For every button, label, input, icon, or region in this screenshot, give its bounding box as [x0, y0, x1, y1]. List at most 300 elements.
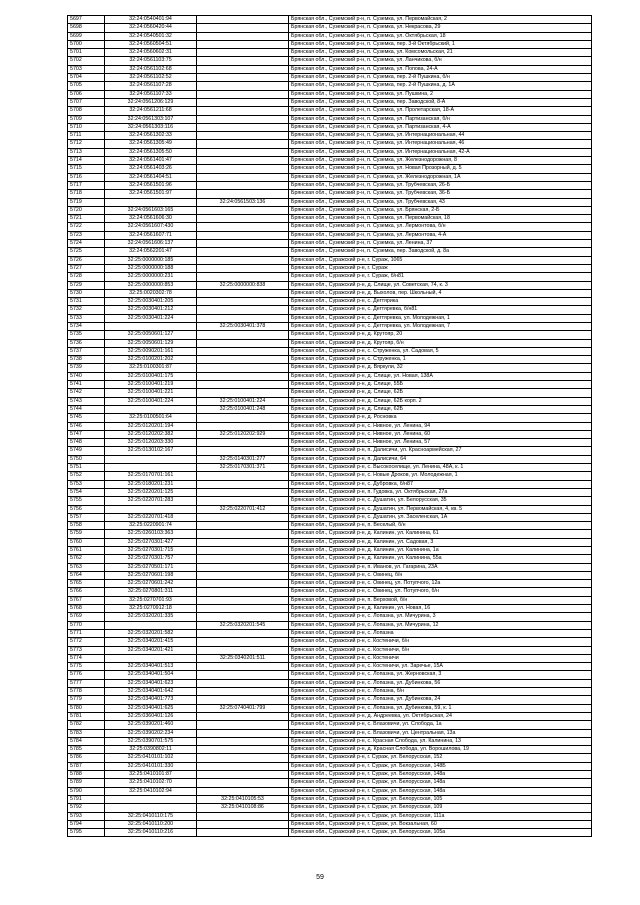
address-cell: Брянская обл., Суражский р-н, с. Нивное, ул. Ленина, 57 — [289, 439, 592, 447]
address-cell: Брянская обл., Суземский р-н, п. Суземка, пер. 2-й Пушкина, б/н — [289, 74, 592, 82]
row-number-cell: 5711 — [68, 132, 105, 140]
table-row — [68, 430, 592, 438]
table-row — [68, 356, 592, 364]
address-cell: Брянская обл., Суземский р-н, п. Суземка, ул. Партизанская, б/н — [289, 115, 592, 123]
table-row — [68, 820, 592, 828]
table-row — [68, 588, 592, 596]
previous-number-cell — [197, 555, 289, 563]
address-cell: Брянская обл., Суражский р-н, г. Сураж, ул. Белорусская, 105 — [289, 795, 592, 803]
cadastral-number-cell: 32:24:0561501:96 — [105, 181, 197, 189]
cadastral-number-cell: 32:24:0561607:71 — [105, 231, 197, 239]
address-cell: Брянская обл., Суражский р-н, п. Иванов, ул. Гагарина, 23А — [289, 563, 592, 571]
table-row — [68, 422, 592, 430]
cadastral-number-cell: 32:24:0561606:137 — [105, 240, 197, 248]
cadastral-number-cell: 32:25:0120201:194 — [105, 422, 197, 430]
cadastral-number-cell: 32:24:0561103:75 — [105, 57, 197, 65]
cadastral-number-cell: 32:25:0050601:129 — [105, 339, 197, 347]
address-cell: Брянская обл., Суземский р-н, п. Суземка, ул. Новая Прозорный, д. 5 — [289, 165, 592, 173]
address-cell: Брянская обл., Суражский р-н, с. Дубровка, б/н87 — [289, 480, 592, 488]
row-number-cell: 5729 — [68, 281, 105, 289]
address-cell: Брянская обл., Суражский р-н, с. Овинец, ул. Потупчого, б/н — [289, 588, 592, 596]
row-number-cell: 5791 — [68, 795, 105, 803]
row-number-cell: 5793 — [68, 812, 105, 820]
previous-number-cell: 32:25:0100401:248 — [197, 405, 289, 413]
row-number-cell: 5723 — [68, 231, 105, 239]
table-row — [68, 314, 592, 322]
row-number-cell: 5768 — [68, 605, 105, 613]
previous-number-cell — [197, 696, 289, 704]
address-cell: Брянская обл., Суземский р-н, п. Суземка, пер. Заводской, 8-А — [289, 98, 592, 106]
previous-number-cell — [197, 65, 289, 73]
address-cell: Брянская обл., Суражский р-н, с. Лопазна, ул. Мичурина, 3 — [289, 613, 592, 621]
address-cell: Брянская обл., Суражский р-н, г. Сураж, б/н81 — [289, 273, 592, 281]
cadastral-number-cell: 32:25:0100401:175 — [105, 372, 197, 380]
cadastral-number-cell: 32:25:0390701:575 — [105, 737, 197, 745]
address-cell: Брянская обл., Суражский р-н, д. Вяркули, 32 — [289, 364, 592, 372]
row-number-cell: 5769 — [68, 613, 105, 621]
previous-number-cell — [197, 206, 289, 214]
previous-number-cell — [197, 123, 289, 131]
previous-number-cell — [197, 148, 289, 156]
previous-number-cell — [197, 563, 289, 571]
address-cell: Брянская обл., Суражский р-н, с. Костеничи, б/н — [289, 638, 592, 646]
address-cell: Брянская обл., Суземский р-н, п. Суземка, ул. Некрасова, 29 — [289, 24, 592, 32]
previous-number-cell — [197, 538, 289, 546]
address-cell: Брянская обл., Суражский р-н, г. Сураж, ул. Белорусская, 148Б — [289, 762, 592, 770]
table-row — [68, 746, 592, 754]
table-row — [68, 679, 592, 687]
row-number-cell: 5727 — [68, 264, 105, 272]
cadastral-number-cell: 32:24:0561107:33 — [105, 90, 197, 98]
previous-number-cell — [197, 472, 289, 480]
row-number-cell: 5778 — [68, 688, 105, 696]
previous-number-cell — [197, 223, 289, 231]
row-number-cell: 5733 — [68, 314, 105, 322]
previous-number-cell — [197, 339, 289, 347]
previous-number-cell — [197, 820, 289, 828]
previous-number-cell — [197, 40, 289, 48]
row-number-cell: 5714 — [68, 157, 105, 165]
previous-number-cell — [197, 157, 289, 165]
row-number-cell: 5712 — [68, 140, 105, 148]
previous-number-cell: 32:25:0140301:277 — [197, 455, 289, 463]
row-number-cell: 5707 — [68, 98, 105, 106]
table-row — [68, 405, 592, 413]
row-number-cell: 5720 — [68, 206, 105, 214]
table-row — [68, 115, 592, 123]
address-cell: Брянская обл., Суражский р-н, д. Калинин, ул. Калинина, 61 — [289, 530, 592, 538]
address-cell: Брянская обл., Суражский р-н, г. Сураж, ул. Вокзальная, 60 — [289, 820, 592, 828]
cadastral-number-cell: 32:25:0270301:427 — [105, 538, 197, 546]
previous-number-cell: 32:24:0561503:136 — [197, 198, 289, 206]
address-cell: Брянская обл., Суражский р-н, с. Лопазна, б/н — [289, 688, 592, 696]
address-cell: Брянская обл., Суражский р-н, г. Сураж, 1065 — [289, 256, 592, 264]
address-cell: Брянская обл., Суземский р-н, п. Суземка, ул. Железнодорожная, 8 — [289, 157, 592, 165]
address-cell: Брянская обл., Суражский р-н, с. Влазовичи, ул. Центральная, 13а — [289, 729, 592, 737]
row-number-cell: 5792 — [68, 804, 105, 812]
cadastral-number-cell: 32:25:0090201:161 — [105, 347, 197, 355]
table-row — [68, 173, 592, 181]
cadastral-number-cell: 32:25:0100301:87 — [105, 364, 197, 372]
cadastral-number-cell: 32:25:0410102:70 — [105, 779, 197, 787]
table-row — [68, 488, 592, 496]
cadastral-number-cell: 32:25:0340401:504 — [105, 671, 197, 679]
previous-number-cell — [197, 57, 289, 65]
address-cell: Брянская обл., Суражский р-н, с. Высокоселище, ул. Ленина, 48А, к. 1 — [289, 464, 592, 472]
cadastral-number-cell — [105, 654, 197, 662]
row-number-cell: 5759 — [68, 530, 105, 538]
previous-number-cell — [197, 414, 289, 422]
table-row — [68, 347, 592, 355]
cadastral-number-cell — [105, 322, 197, 330]
table-row — [68, 455, 592, 463]
address-cell: Брянская обл., Суражский р-н, г. Сураж, ул. Белорусская, 109 — [289, 804, 592, 812]
previous-number-cell — [197, 754, 289, 762]
cadastral-number-cell: 32:25:0030401:205 — [105, 298, 197, 306]
cadastral-number-cell — [105, 804, 197, 812]
row-number-cell: 5716 — [68, 173, 105, 181]
row-number-cell: 5752 — [68, 472, 105, 480]
cadastral-number-cell: 32:25:0270701:93 — [105, 596, 197, 604]
table-row — [68, 754, 592, 762]
cadastral-number-cell — [105, 795, 197, 803]
address-cell: Брянская обл., Суражский р-н, д. Крутояр, б/н — [289, 339, 592, 347]
address-cell: Брянская обл., Суражский р-н, д. Калинин, ул. Новая, 16 — [289, 605, 592, 613]
address-cell: Брянская обл., Суземский р-н, п. Суземка, ул. Интернациональная, 46 — [289, 140, 592, 148]
cadastral-number-cell: 32:24:0561606:30 — [105, 215, 197, 223]
cadastral-number-cell: 32:25:0030401:224 — [105, 314, 197, 322]
previous-number-cell — [197, 49, 289, 57]
previous-number-cell — [197, 298, 289, 306]
row-number-cell: 5789 — [68, 779, 105, 787]
row-number-cell: 5703 — [68, 65, 105, 73]
previous-number-cell — [197, 16, 289, 24]
cadastral-number-cell: 32:24:0561403:26 — [105, 165, 197, 173]
cadastral-number-cell: 32:24:0561303:107 — [105, 115, 197, 123]
table-row — [68, 795, 592, 803]
row-number-cell: 5753 — [68, 480, 105, 488]
cadastral-number-cell: 32:25:0390202:234 — [105, 729, 197, 737]
previous-number-cell — [197, 24, 289, 32]
table-row — [68, 165, 592, 173]
cadastral-number-cell: 32:25:0100201:202 — [105, 356, 197, 364]
previous-number-cell — [197, 82, 289, 90]
table-row — [68, 522, 592, 530]
previous-number-cell: 32:25:0000000:838 — [197, 281, 289, 289]
row-number-cell: 5698 — [68, 24, 105, 32]
table-row — [68, 646, 592, 654]
cadastral-number-cell: 32:25:0270912:18 — [105, 605, 197, 613]
address-cell: Брянская обл., Суражский р-н, д. Слище, ул. Новая, 138А — [289, 372, 592, 380]
cadastral-number-cell: 32:24:0561102:52 — [105, 74, 197, 82]
row-number-cell: 5757 — [68, 513, 105, 521]
previous-number-cell — [197, 663, 289, 671]
cadastral-number-cell — [105, 405, 197, 413]
previous-number-cell — [197, 331, 289, 339]
address-cell: Брянская обл., Суземский р-н, п. Суземка, ул. Железнодорожная, 1А — [289, 173, 592, 181]
previous-number-cell: 32:25:0030401:378 — [197, 322, 289, 330]
table-row — [68, 49, 592, 57]
row-number-cell: 5745 — [68, 414, 105, 422]
table-row — [68, 513, 592, 521]
row-number-cell: 5732 — [68, 306, 105, 314]
table-row — [68, 812, 592, 820]
table-row — [68, 688, 592, 696]
table-row — [68, 629, 592, 637]
cadastral-number-cell: 32:25:0340401:642 — [105, 688, 197, 696]
previous-number-cell — [197, 273, 289, 281]
address-cell: Брянская обл., Суражский р-н, с. Дегтяревка, ул. Молодежная, 1 — [289, 314, 592, 322]
previous-number-cell — [197, 439, 289, 447]
row-number-cell: 5773 — [68, 646, 105, 654]
cadastral-number-cell — [105, 505, 197, 513]
table-row — [68, 771, 592, 779]
previous-number-cell — [197, 605, 289, 613]
table-row — [68, 712, 592, 720]
address-cell: Брянская обл., Суземский р-н, п. Суземка, ул. Первомайская, 18 — [289, 215, 592, 223]
table-row — [68, 447, 592, 455]
address-cell: Брянская обл., Суражский р-н, с. Овинец, б/н — [289, 571, 592, 579]
previous-number-cell — [197, 347, 289, 355]
address-cell: Брянская обл., Суражский р-н, п. Далисичи, ул. Красноармейская, 27 — [289, 447, 592, 455]
table-row — [68, 464, 592, 472]
previous-number-cell — [197, 762, 289, 770]
cadastral-number-cell: 32:25:0270301:715 — [105, 547, 197, 555]
address-cell: Брянская обл., Суражский р-н, с. Овинец, ул. Потупчого, 12а — [289, 580, 592, 588]
address-cell: Брянская обл., Суражский р-н, д. Слище, 62Б — [289, 405, 592, 413]
row-number-cell: 5766 — [68, 588, 105, 596]
address-cell: Брянская обл., Суражский р-н, с. Дегтяревка, ул. Молодежная, 7 — [289, 322, 592, 330]
table-row — [68, 721, 592, 729]
row-number-cell: 5731 — [68, 298, 105, 306]
cadastral-number-cell: 32:25:0130102:167 — [105, 447, 197, 455]
table-row — [68, 779, 592, 787]
cadastral-number-cell: 32:25:0020302:78 — [105, 289, 197, 297]
row-number-cell: 5715 — [68, 165, 105, 173]
cadastral-number-cell: 32:25:0270601:242 — [105, 580, 197, 588]
table-row — [68, 223, 592, 231]
address-cell: Брянская обл., Суражский р-н, с. Душатин, ул. Заселенская, 1А — [289, 513, 592, 521]
previous-number-cell — [197, 638, 289, 646]
table-row — [68, 215, 592, 223]
table-row — [68, 256, 592, 264]
address-cell: Брянская обл., Суражский р-н, с. Струженка, 1 — [289, 356, 592, 364]
address-cell: Брянская обл., Суземский р-н, п. Суземка, ул. Октябрьская, 18 — [289, 32, 592, 40]
previous-number-cell — [197, 264, 289, 272]
table-row — [68, 206, 592, 214]
row-number-cell: 5761 — [68, 547, 105, 555]
cadastral-number-cell: 32:24:0561107:28 — [105, 82, 197, 90]
cadastral-number-cell: 32:24:0560504:51 — [105, 40, 197, 48]
row-number-cell: 5713 — [68, 148, 105, 156]
cadastral-number-cell — [105, 464, 197, 472]
table-row — [68, 16, 592, 24]
table-row — [68, 364, 592, 372]
row-number-cell: 5730 — [68, 289, 105, 297]
cadastral-number-cell — [105, 621, 197, 629]
table-row — [68, 298, 592, 306]
row-number-cell: 5734 — [68, 322, 105, 330]
previous-number-cell — [197, 447, 289, 455]
table-row — [68, 181, 592, 189]
address-cell: Брянская обл., Суражский р-н, с. Лопазна — [289, 629, 592, 637]
previous-number-cell — [197, 181, 289, 189]
cadastral-number-cell: 32:25:0340401:623 — [105, 679, 197, 687]
table-row — [68, 563, 592, 571]
table-row — [68, 596, 592, 604]
cadastral-number-cell: 32:25:0260103:363 — [105, 530, 197, 538]
previous-number-cell: 32:25:0410108:86 — [197, 804, 289, 812]
table-row — [68, 671, 592, 679]
previous-number-cell — [197, 679, 289, 687]
table-row — [68, 762, 592, 770]
previous-number-cell — [197, 629, 289, 637]
previous-number-cell — [197, 240, 289, 248]
cadastral-number-cell: 32:25:0270301:757 — [105, 555, 197, 563]
table-row — [68, 74, 592, 82]
row-number-cell: 5779 — [68, 696, 105, 704]
row-number-cell: 5705 — [68, 82, 105, 90]
address-cell: Брянская обл., Суземский р-н, п. Суземка, ул. Интернациональная, 44 — [289, 132, 592, 140]
row-number-cell: 5780 — [68, 704, 105, 712]
row-number-cell: 5742 — [68, 389, 105, 397]
address-cell: Брянская обл., Суражский р-н, д. Крутояр, 20 — [289, 331, 592, 339]
cadastral-number-cell: 32:24:0561206:129 — [105, 98, 197, 106]
cadastral-number-cell: 32:25:0220701:283 — [105, 497, 197, 505]
previous-number-cell — [197, 671, 289, 679]
previous-number-cell: 32:25:0410105:53 — [197, 795, 289, 803]
previous-number-cell — [197, 488, 289, 496]
page-number: 59 — [316, 874, 324, 881]
previous-number-cell — [197, 588, 289, 596]
address-cell: Брянская обл., Суражский р-н, д. Калинин, ул. Калинина, 1а — [289, 547, 592, 555]
previous-number-cell — [197, 256, 289, 264]
cadastral-number-cell: 32:25:0220201:125 — [105, 488, 197, 496]
table-row — [68, 696, 592, 704]
row-number-cell: 5794 — [68, 820, 105, 828]
address-cell: Брянская обл., Суражский р-н, с. Нивное, ул. Ленина, 94 — [289, 422, 592, 430]
address-cell: Брянская обл., Суражский р-н, с. Красная Слобода, ул. Калинина, 13 — [289, 737, 592, 745]
row-number-cell: 5763 — [68, 563, 105, 571]
cadastral-number-cell: 32:24:0561607:430 — [105, 223, 197, 231]
address-cell: Брянская обл., Суражский р-н, с. Костеничи, б/н — [289, 646, 592, 654]
previous-number-cell — [197, 737, 289, 745]
previous-number-cell — [197, 248, 289, 256]
previous-number-cell — [197, 173, 289, 181]
address-cell: Брянская обл., Суражский р-н, с. Лопазна, ул. Дубинкова, 24 — [289, 696, 592, 704]
table-row — [68, 198, 592, 206]
row-number-cell: 5754 — [68, 488, 105, 496]
previous-number-cell: 32:25:0340201:511 — [197, 654, 289, 662]
previous-number-cell — [197, 729, 289, 737]
cadastral-number-cell: 32:24:0540401:94 — [105, 16, 197, 24]
previous-number-cell — [197, 389, 289, 397]
previous-number-cell — [197, 530, 289, 538]
cadastral-number-cell: 32:25:0220701:418 — [105, 513, 197, 521]
row-number-cell: 5760 — [68, 538, 105, 546]
previous-number-cell — [197, 771, 289, 779]
cadastral-number-cell: 32:24:0562201:47 — [105, 248, 197, 256]
table-row — [68, 372, 592, 380]
cadastral-number-cell: 32:25:0410102:94 — [105, 787, 197, 795]
table-row — [68, 663, 592, 671]
row-number-cell: 5785 — [68, 746, 105, 754]
table-row — [68, 472, 592, 480]
previous-number-cell — [197, 381, 289, 389]
table-row — [68, 32, 592, 40]
row-number-cell: 5772 — [68, 638, 105, 646]
address-cell: Брянская обл., Суземский р-н, п. Суземка, ул. Брянская, 2-Б — [289, 206, 592, 214]
table-row — [68, 322, 592, 330]
address-cell: Брянская обл., Суражский р-н, п. Далисичи, 64 — [289, 455, 592, 463]
address-cell: Брянская обл., Суземский р-н, п. Суземка, ул. Первомайская, 2 — [289, 16, 592, 24]
cadastral-number-cell: 32:25:0100401:224 — [105, 397, 197, 405]
table-row — [68, 264, 592, 272]
cadastral-number-cell: 32:24:0561401:47 — [105, 157, 197, 165]
cadastral-number-cell: 32:25:0390802:11 — [105, 746, 197, 754]
table-row — [68, 505, 592, 513]
cadastral-number-cell: 32:25:0390201:460 — [105, 721, 197, 729]
row-number-cell: 5735 — [68, 331, 105, 339]
cadastral-number-cell: 32:25:0220901:74 — [105, 522, 197, 530]
row-number-cell: 5741 — [68, 381, 105, 389]
previous-number-cell — [197, 215, 289, 223]
address-cell: Брянская обл., Суражский р-н, г. Сураж, ул. Белорусская, 148а — [289, 779, 592, 787]
address-cell: Брянская обл., Суражский р-н, с. Струженка, ул. Садовая, 5 — [289, 347, 592, 355]
previous-number-cell: 32:25:0100401:224 — [197, 397, 289, 405]
row-number-cell: 5718 — [68, 190, 105, 198]
row-number-cell: 5771 — [68, 629, 105, 637]
previous-number-cell — [197, 721, 289, 729]
previous-number-cell — [197, 364, 289, 372]
address-cell: Брянская обл., Суражский р-н, г. Сураж — [289, 264, 592, 272]
table-row — [68, 654, 592, 662]
table-row — [68, 621, 592, 629]
row-number-cell: 5743 — [68, 397, 105, 405]
row-number-cell: 5765 — [68, 580, 105, 588]
cadastral-table — [67, 15, 592, 837]
previous-number-cell — [197, 812, 289, 820]
address-cell: Брянская обл., Суражский р-н, п. Верховой, б/н — [289, 596, 592, 604]
table-row — [68, 613, 592, 621]
previous-number-cell — [197, 190, 289, 198]
cadastral-number-cell: 32:25:0000000:231 — [105, 273, 197, 281]
cadastral-number-cell: 32:24:0561404:51 — [105, 173, 197, 181]
cadastral-number-cell: 32:24:0560602:31 — [105, 49, 197, 57]
table-row — [68, 530, 592, 538]
cadastral-number-cell — [105, 198, 197, 206]
previous-number-cell — [197, 646, 289, 654]
cadastral-number-cell: 32:24:0561305:50 — [105, 148, 197, 156]
row-number-cell: 5744 — [68, 405, 105, 413]
cadastral-number-cell: 32:25:0410110:216 — [105, 829, 197, 837]
row-number-cell: 5710 — [68, 123, 105, 131]
cadastral-number-cell: 32:24:0561303:116 — [105, 123, 197, 131]
previous-number-cell — [197, 497, 289, 505]
cadastral-number-cell: 32:25:0410101:87 — [105, 771, 197, 779]
previous-number-cell: 32:25:0120202:929 — [197, 430, 289, 438]
table-row — [68, 737, 592, 745]
address-cell: Брянская обл., Суземский р-н, п. Суземка, ул. Комсомольская, 21 — [289, 49, 592, 57]
table-row — [68, 231, 592, 239]
row-number-cell: 5786 — [68, 754, 105, 762]
cadastral-number-cell: 32:25:0100401:219 — [105, 381, 197, 389]
previous-number-cell — [197, 522, 289, 530]
previous-number-cell — [197, 165, 289, 173]
row-number-cell: 5764 — [68, 571, 105, 579]
address-cell: Брянская обл., Суражский р-н, с. Душатин, ул. Белорусская, 35 — [289, 497, 592, 505]
cadastral-number-cell: 32:25:0320201:582 — [105, 629, 197, 637]
